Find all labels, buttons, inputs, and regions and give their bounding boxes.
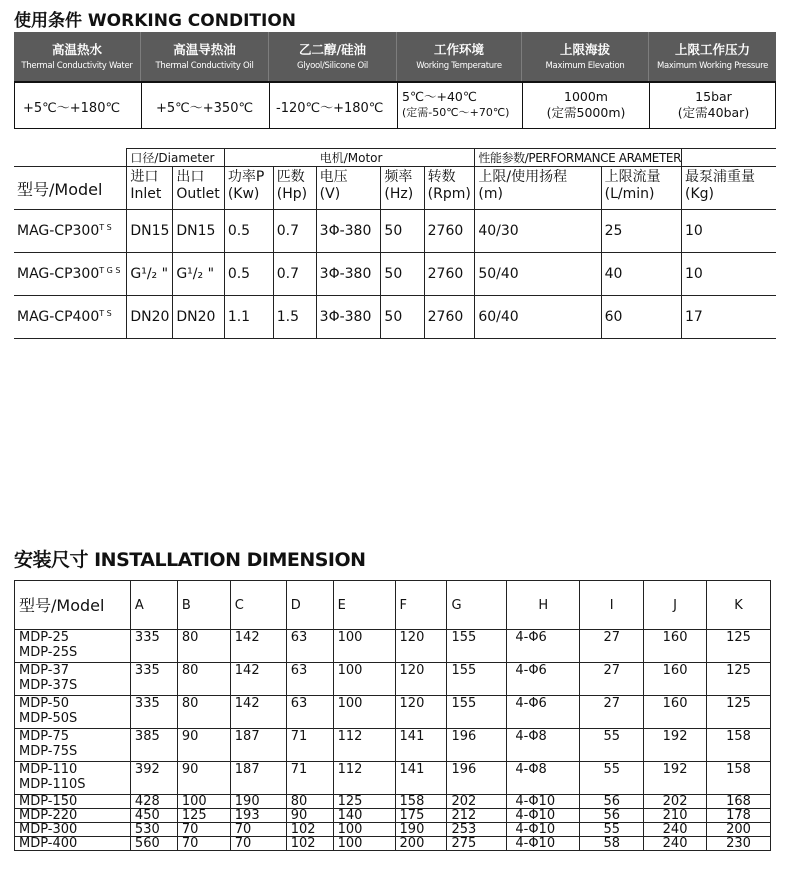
model-name: MAG-CP300: [17, 223, 100, 239]
dim-cell: 240: [644, 823, 707, 837]
installation-row: [15, 663, 771, 696]
dim-cell: 102: [286, 837, 333, 851]
installation-table-body: [15, 581, 771, 851]
hp-cell: 0.7: [273, 253, 316, 296]
dim-cell: 112: [333, 762, 395, 795]
motor-table-body: [14, 210, 776, 339]
dim-cell: 158: [395, 795, 447, 809]
weight-cell: 10: [682, 253, 776, 296]
model-cell: [15, 729, 131, 762]
dim-cell: 120: [395, 696, 447, 729]
group-performance: 性能参数/PERFORMANCE ARAMETER: [475, 149, 682, 167]
dim-cell: 210: [644, 809, 707, 823]
installation-row: [15, 837, 771, 851]
dim-cell: 125: [177, 809, 230, 823]
dim-cell: 142: [230, 663, 286, 696]
value-elevation: 1000m (定需5000m): [523, 83, 650, 128]
model-name-variant: MDP-110S: [19, 777, 86, 792]
installation-row: [15, 630, 771, 663]
dim-cell: 120: [395, 630, 447, 663]
dim-cell: 71: [286, 762, 333, 795]
flow-header: 上限流量 (L/min): [601, 167, 681, 210]
group-blank: [14, 149, 127, 167]
header-water: 高温热水 Thermal Conductivity Water: [14, 32, 141, 81]
dim-cell: 70: [177, 837, 230, 851]
dim-cell: 155: [447, 630, 507, 663]
working-condition-panel: [14, 32, 776, 129]
dim-cell: 187: [230, 762, 286, 795]
freq-cell: 50: [381, 296, 424, 339]
model-name-variant: MDP-25S: [19, 645, 78, 660]
dim-cell: 125: [707, 630, 771, 663]
flow-cell: 25: [601, 210, 681, 253]
dim-cell: 27: [580, 696, 644, 729]
dim-cell: 196: [447, 729, 507, 762]
inlet-cell: DN20: [127, 296, 173, 339]
dim-cell: 335: [130, 630, 177, 663]
model-cell: [15, 795, 131, 809]
power-cell: 0.5: [224, 253, 273, 296]
dim-cell: 4-Φ10: [507, 809, 580, 823]
dim-cell: 158: [707, 762, 771, 795]
model-suffix: T S: [99, 309, 112, 318]
dim-cell: 56: [580, 809, 644, 823]
dim-cell: 192: [644, 762, 707, 795]
dim-cell: 71: [286, 729, 333, 762]
power-cell: 1.1: [224, 296, 273, 339]
dim-cell: 80: [286, 795, 333, 809]
volt-cell: 3Φ-380: [316, 210, 381, 253]
freq-cell: 50: [381, 253, 424, 296]
model-cell: [14, 253, 127, 296]
dim-cell: 196: [447, 762, 507, 795]
motor-row: [14, 210, 776, 253]
dim-cell: 90: [177, 762, 230, 795]
motor-header-row: [14, 167, 776, 210]
dim-cell: 450: [130, 809, 177, 823]
model-name: MDP-50: [19, 696, 70, 711]
power-cell: 0.5: [224, 210, 273, 253]
motor-group-row: [14, 149, 776, 167]
flow-cell: 60: [601, 296, 681, 339]
inlet-cell: G¹/₂ ": [127, 253, 173, 296]
dim-cell: 4-Φ8: [507, 729, 580, 762]
dim-cell: 160: [644, 696, 707, 729]
model-name: MAG-CP300: [17, 266, 100, 282]
dim-cell: 142: [230, 696, 286, 729]
frequency-header: 频率 (Hz): [381, 167, 424, 210]
rpm-cell: 2760: [424, 210, 475, 253]
dim-cell: 385: [130, 729, 177, 762]
dim-cell: 4-Φ6: [507, 663, 580, 696]
weight-header: 最泵浦重量 (Kg): [682, 167, 776, 210]
dim-cell: 70: [230, 837, 286, 851]
model-name: MDP-300: [19, 822, 78, 837]
speed-header: 转数 (Rpm): [424, 167, 475, 210]
dim-header: G: [447, 581, 507, 630]
header-glycol: 乙二醇/硅油 Glyool/Silicone Oil: [269, 32, 397, 81]
dim-cell: 160: [644, 630, 707, 663]
dim-cell: 275: [447, 837, 507, 851]
dim-cell: 141: [395, 729, 447, 762]
dim-cell: 187: [230, 729, 286, 762]
dim-cell: 4-Φ10: [507, 837, 580, 851]
freq-cell: 50: [381, 210, 424, 253]
dim-cell: 80: [177, 630, 230, 663]
installation-row: [15, 729, 771, 762]
header-temperature: 工作环境 Working Temperature: [397, 32, 522, 81]
dim-header: I: [580, 581, 644, 630]
inlet-cell: DN15: [127, 210, 173, 253]
model-name: MAG-CP400: [17, 309, 100, 325]
dim-cell: 200: [395, 837, 447, 851]
dim-cell: 392: [130, 762, 177, 795]
rpm-cell: 2760: [424, 253, 475, 296]
dim-cell: 80: [177, 663, 230, 696]
working-condition-title: 使用条件 WORKING CONDITION: [14, 11, 297, 31]
value-glycol: -120℃～+180℃: [270, 83, 398, 128]
dim-header: H: [507, 581, 580, 630]
working-condition-header: [14, 32, 776, 81]
dim-cell: 230: [707, 837, 771, 851]
rpm-cell: 2760: [424, 296, 475, 339]
model-suffix: T S: [99, 223, 112, 232]
dim-header: B: [177, 581, 230, 630]
motor-row: [14, 296, 776, 339]
model-name: MDP-150: [19, 794, 78, 809]
group-blank-2: [682, 149, 776, 167]
value-oil: +5℃～+350℃: [142, 83, 270, 128]
head-header: 上限/使用扬程 (m): [475, 167, 601, 210]
installation-header-row: [15, 581, 771, 630]
dim-header: D: [286, 581, 333, 630]
dim-cell: 193: [230, 809, 286, 823]
outlet-cell: DN15: [173, 210, 225, 253]
head-cell: 60/40: [475, 296, 601, 339]
dim-cell: 112: [333, 729, 395, 762]
dim-cell: 27: [580, 630, 644, 663]
model-header: 型号/Model: [15, 581, 131, 630]
dim-cell: 125: [333, 795, 395, 809]
dim-cell: 100: [333, 663, 395, 696]
dim-cell: 200: [707, 823, 771, 837]
model-cell: [15, 663, 131, 696]
dim-cell: 202: [644, 795, 707, 809]
dim-cell: 4-Φ6: [507, 630, 580, 663]
inlet-header: 进口 Inlet: [127, 167, 173, 210]
dim-cell: 190: [395, 823, 447, 837]
dim-cell: 58: [580, 837, 644, 851]
dim-cell: 100: [333, 837, 395, 851]
dim-cell: 155: [447, 696, 507, 729]
dim-cell: 90: [177, 729, 230, 762]
dim-cell: 155: [447, 663, 507, 696]
motor-row: [14, 253, 776, 296]
dim-cell: 160: [644, 663, 707, 696]
weight-cell: 17: [682, 296, 776, 339]
voltage-header: 电压 (V): [316, 167, 381, 210]
value-temperature: 5℃～+40℃ (定需-50℃～+70℃): [398, 83, 523, 128]
hp-cell: 1.5: [273, 296, 316, 339]
power-header: 功率P (Kw): [224, 167, 273, 210]
flow-cell: 40: [601, 253, 681, 296]
dim-header: K: [707, 581, 771, 630]
weight-cell: 10: [682, 210, 776, 253]
value-pressure: 15bar (定需40bar): [677, 89, 750, 120]
model-cell: [14, 210, 127, 253]
dim-cell: 178: [707, 809, 771, 823]
volt-cell: 3Φ-380: [316, 253, 381, 296]
model-cell: [15, 837, 131, 851]
dim-cell: 63: [286, 696, 333, 729]
head-cell: 40/30: [475, 210, 601, 253]
volt-cell: 3Φ-380: [316, 296, 381, 339]
dim-cell: 55: [580, 762, 644, 795]
installation-row: [15, 696, 771, 729]
dim-cell: 70: [177, 823, 230, 837]
installation-row: [15, 762, 771, 795]
dim-cell: 56: [580, 795, 644, 809]
header-pressure: 上限工作压力 Maximum Working Pressure: [656, 42, 769, 71]
dim-cell: 100: [333, 696, 395, 729]
dim-cell: 100: [333, 823, 395, 837]
model-name-variant: MDP-75S: [19, 744, 78, 759]
dim-cell: 141: [395, 762, 447, 795]
dim-header: A: [130, 581, 177, 630]
dim-cell: 27: [580, 663, 644, 696]
hp-header: 匹数 (Hp): [273, 167, 316, 210]
dim-header: C: [230, 581, 286, 630]
installation-row: [15, 823, 771, 837]
dim-cell: 253: [447, 823, 507, 837]
model-name-variant: MDP-50S: [19, 711, 78, 726]
model-name: MDP-37: [19, 663, 70, 678]
dim-cell: 100: [177, 795, 230, 809]
dim-cell: 140: [333, 809, 395, 823]
model-name: MDP-220: [19, 808, 78, 823]
dim-cell: 4-Φ10: [507, 795, 580, 809]
model-name-variant: MDP-37S: [19, 678, 78, 693]
model-header: 型号/Model: [14, 167, 127, 210]
dim-cell: 4-Φ6: [507, 696, 580, 729]
group-diameter: 口径/Diameter: [127, 149, 224, 167]
model-cell: [15, 762, 131, 795]
model-cell: [15, 809, 131, 823]
header-oil: 高温导热油 Thermal Conductivity Oil: [141, 32, 269, 81]
outlet-header: 出口 Outlet: [173, 167, 225, 210]
installation-row: [15, 809, 771, 823]
dim-cell: 125: [707, 696, 771, 729]
dim-cell: 168: [707, 795, 771, 809]
dim-cell: 55: [580, 729, 644, 762]
model-name: MDP-110: [19, 762, 78, 777]
hp-cell: 0.7: [273, 210, 316, 253]
model-cell: [14, 296, 127, 339]
dim-cell: 530: [130, 823, 177, 837]
outlet-cell: DN20: [173, 296, 225, 339]
dim-cell: 90: [286, 809, 333, 823]
dim-cell: 175: [395, 809, 447, 823]
dim-cell: 70: [230, 823, 286, 837]
installation-table: [14, 580, 771, 851]
dim-cell: 120: [395, 663, 447, 696]
model-cell: [15, 696, 131, 729]
installation-row: [15, 795, 771, 809]
dim-cell: 80: [177, 696, 230, 729]
model-name: MDP-25: [19, 630, 70, 645]
installation-title: 安装尺寸 INSTALLATION DIMENSION: [14, 549, 366, 571]
working-condition-values: [14, 81, 776, 129]
model-name: MDP-75: [19, 729, 70, 744]
dim-cell: 125: [707, 663, 771, 696]
dim-header: E: [333, 581, 395, 630]
dim-cell: 63: [286, 630, 333, 663]
header-elevation: 上限海拔 Maximum Elevation: [522, 32, 649, 81]
dim-cell: 335: [130, 696, 177, 729]
model-cell: [15, 630, 131, 663]
dim-cell: 158: [707, 729, 771, 762]
motor-spec-table: [14, 148, 776, 339]
dim-cell: 102: [286, 823, 333, 837]
dim-cell: 63: [286, 663, 333, 696]
dim-cell: 560: [130, 837, 177, 851]
model-name: MDP-400: [19, 836, 78, 851]
value-water: +5℃～+180℃: [15, 83, 142, 128]
dim-header: F: [395, 581, 447, 630]
dim-header: J: [644, 581, 707, 630]
dim-cell: 55: [580, 823, 644, 837]
dim-cell: 212: [447, 809, 507, 823]
dim-cell: 240: [644, 837, 707, 851]
dim-cell: 4-Φ8: [507, 762, 580, 795]
dim-cell: 190: [230, 795, 286, 809]
model-suffix: T G S: [99, 266, 121, 275]
dim-cell: 100: [333, 630, 395, 663]
outlet-cell: G¹/₂ ": [173, 253, 225, 296]
model-cell: [15, 823, 131, 837]
group-motor: 电机/Motor: [224, 149, 475, 167]
head-cell: 50/40: [475, 253, 601, 296]
dim-cell: 142: [230, 630, 286, 663]
dim-cell: 202: [447, 795, 507, 809]
dim-cell: 192: [644, 729, 707, 762]
dim-cell: 428: [130, 795, 177, 809]
dim-cell: 4-Φ10: [507, 823, 580, 837]
dim-cell: 335: [130, 663, 177, 696]
